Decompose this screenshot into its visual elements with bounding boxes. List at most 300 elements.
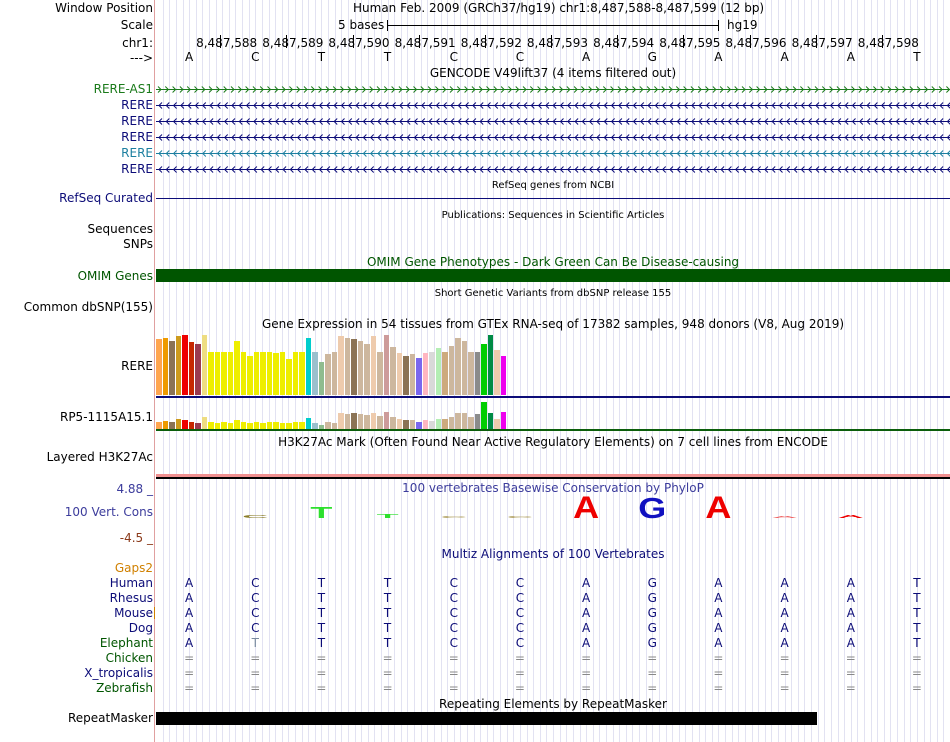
alignment-base: = [514,666,525,680]
base-letter: A [184,50,194,64]
alignment-base: C [515,621,525,635]
gtex-bar[interactable] [228,352,234,395]
alignment-base: T [383,636,392,650]
grid-line [553,0,554,742]
gtex-bar[interactable] [163,338,169,395]
grid-line [613,0,614,742]
alignment-base: A [184,576,194,590]
gtex-bar[interactable] [208,352,214,395]
alignment-base: A [184,636,194,650]
species-label-mouse[interactable]: Mouse [114,606,153,620]
grid-line [818,0,819,742]
gtex-bar[interactable] [215,352,221,395]
alignment-base: T [913,591,921,605]
base-letter: T [383,50,392,64]
gtex-bar[interactable] [390,417,396,429]
gtex-bar[interactable] [169,422,175,430]
gtex-bar[interactable] [494,350,500,395]
alignment-base: = [250,651,261,665]
alignment-base: T [913,621,921,635]
gtex-bar[interactable] [332,352,338,395]
omim-label[interactable]: OMIM Genes [77,269,153,283]
grid-line [672,0,673,742]
grid-line [560,0,561,742]
gtex-bar[interactable] [293,352,299,395]
grid-line [838,0,839,742]
alignment-base: = [382,681,393,695]
refseq-label[interactable]: RefSeq Curated [59,191,153,205]
alignment-base: = [713,651,724,665]
species-label-rhesus[interactable]: Rhesus [109,591,153,605]
gtex-title: Gene Expression in 54 tissues from GTEx RNA-seq of 17382 samples, 948 donors (V8, Aug 2019) [261,317,845,331]
alignment-base: = [845,681,856,695]
alignment-base: = [316,681,327,695]
alignment-base: A [780,606,789,620]
alignment-base: = [647,651,658,665]
alignment-base: = [647,666,658,680]
gtex-bar[interactable] [501,412,507,429]
alignment-base: T [913,636,921,650]
gaps-label[interactable]: Gaps2 [114,561,153,575]
alignment-base: T [317,621,326,635]
window-position-label: Window Position [55,1,153,15]
alignment-base: C [515,606,525,620]
grid-line [566,0,567,742]
gencode-label-rere-as1[interactable]: RERE-AS1 [93,82,153,96]
ruler-position-label: 8,487,598 [857,36,919,50]
alignment-base: T [383,576,392,590]
grid-line [666,0,667,742]
alignment-base: = [911,651,922,665]
grid-line [606,0,607,742]
alignment-base: A [714,606,723,620]
ruler-position-label: 8,487,593 [526,36,588,50]
dbsnp-title: Short Genetic Variants from dbSNP release 155 [434,288,672,299]
gtex-bar[interactable] [488,413,494,430]
alignment-base: = [581,651,592,665]
gtex-bar[interactable] [429,421,435,429]
base-letter: A [846,50,855,64]
alignment-base: = [250,681,261,695]
ruler-position-label: 8,487,592 [460,36,522,50]
alignment-base: = [448,651,459,665]
gencode-transcript-line[interactable] [156,101,950,110]
gtex-bar[interactable] [319,362,325,395]
grid-line [533,0,534,742]
gtex-bar[interactable] [241,352,247,395]
gtex-bar[interactable] [436,348,442,395]
grid-line [639,0,640,742]
cons-title: 100 vertebrates Basewise Conservation by PhyloP [402,481,704,495]
gtex-bar[interactable] [156,339,162,395]
gtex-bar[interactable] [241,422,247,429]
gtex-bar[interactable] [345,414,351,429]
gtex-bar[interactable] [273,353,279,395]
grid-line [937,0,938,742]
alignment-base: = [448,681,459,695]
gencode-title: GENCODE V49lift37 (4 items filtered out) [429,66,677,80]
alignment-base: T [383,591,392,605]
gtex-bar[interactable] [475,414,481,429]
alignment-base: C [251,606,260,620]
grid-line [904,0,905,742]
alignment-base: A [714,621,723,635]
gtex-bar[interactable] [364,344,370,395]
alignment-base: A [581,621,591,635]
grid-line [804,0,805,742]
gtex-bar[interactable] [416,358,422,395]
gencode-transcript-line[interactable] [156,149,950,158]
alignment-base: A [780,591,789,605]
grid-line [758,0,759,742]
gtex-bar[interactable] [189,342,195,395]
species-label-x_tropicalis[interactable]: X_tropicalis [84,666,153,680]
repeatmasker-label[interactable]: RepeatMasker [67,711,153,725]
gencode-transcript-line[interactable] [156,85,950,94]
alignment-base: = [514,651,525,665]
alignment-base: = [779,651,790,665]
gtex-bar[interactable] [293,422,299,429]
gtex-bar[interactable] [364,415,370,429]
alignment-base: T [251,636,259,650]
scale-label: Scale [120,18,153,32]
alignment-base: C [515,636,525,650]
gencode-label-rere[interactable]: RERE [121,146,153,160]
gtex-bar[interactable] [423,353,429,395]
alignment-base: = [184,681,195,695]
ruler-position-label: 8,487,597 [791,36,853,50]
grid-line [890,0,891,742]
cons-glyph: T [376,513,399,520]
alignment-base: A [184,591,194,605]
grid-line [884,0,885,742]
alignment-base: C [515,591,525,605]
gtex-bar[interactable] [371,336,377,395]
grid-line [685,0,686,742]
cons-ymax: 4.88 _ [116,482,153,496]
gtex-bar[interactable] [195,344,201,395]
alignment-base: C [515,576,525,590]
gtex-bar[interactable] [202,335,208,395]
alignment-base: T [913,576,921,590]
gtex-bar[interactable] [384,412,390,429]
gtex-bar[interactable] [371,413,377,430]
gtex-baseline-1 [156,396,950,398]
gtex-bar[interactable] [234,420,240,429]
gtex-bar[interactable] [208,422,214,429]
gtex-bar[interactable] [494,419,500,430]
snps-label[interactable]: SNPs [123,237,153,251]
gtex-bar[interactable] [429,352,435,395]
repeatmasker-title: Repeating Elements by RepeatMasker [439,697,667,711]
grid-line [619,0,620,742]
alignment-base: = [250,666,261,680]
ruler-position-label: 8,487,596 [725,36,787,50]
grid-line [692,0,693,742]
refseq-line[interactable] [156,198,950,199]
alignment-base: = [911,681,922,695]
gtex-bar[interactable] [182,335,188,395]
gtex-bar[interactable] [462,341,468,395]
assembly-position-text[interactable]: Human Feb. 2009 (GRCh37/hg19) chr1:8,487,588-8,487,599 (12 bp) [353,1,765,15]
grid-line [831,0,832,742]
alignment-base: G [647,591,657,605]
grid-line [877,0,878,742]
species-label-elephant[interactable]: Elephant [99,636,153,650]
gtex-bar[interactable] [442,352,448,395]
base-letter: T [317,50,326,64]
omim-feature-bar[interactable] [156,269,950,282]
h3k27ac-baseline [156,477,950,479]
gtex-bar[interactable] [234,341,240,395]
alignment-base: T [383,621,392,635]
base-letter: A [714,50,723,64]
gtex-bar[interactable] [410,420,416,429]
grid-line [930,0,931,742]
gtex-bar[interactable] [481,344,487,395]
gencode-transcript-line[interactable] [156,117,950,126]
gtex-bar[interactable] [416,422,422,430]
alignment-base: T [317,636,326,650]
scale-bar [387,25,718,26]
alignment-base: C [251,576,260,590]
grid-line [943,0,944,742]
gencode-label-rere[interactable]: RERE [121,98,153,112]
gtex-bar[interactable] [358,414,364,429]
gtex-bar[interactable] [410,354,416,395]
gtex-bar[interactable] [397,353,403,395]
cons-glyph: A [705,491,732,526]
gtex-bar[interactable] [442,419,448,430]
scale-text: 5 bases [338,18,385,32]
gtex-bar[interactable] [325,422,331,429]
alignment-base: A [714,591,723,605]
gtex-bar[interactable] [455,413,461,430]
sequences-label[interactable]: Sequences [87,222,153,236]
gtex-bar[interactable] [247,356,253,395]
grid-line [897,0,898,742]
alignment-base: C [449,621,458,635]
gtex-bar[interactable] [325,354,331,395]
grid-line [824,0,825,742]
grid-line [738,0,739,742]
alignment-base: A [780,576,789,590]
alignment-base: = [382,651,393,665]
grid-line [546,0,547,742]
alignment-base: A [581,591,591,605]
grid-line [540,0,541,742]
base-letter: G [647,50,657,64]
gtex-bar[interactable] [390,347,396,395]
gtex-bar[interactable] [306,338,312,395]
publications-title: Publications: Sequences in Scientific Articles [441,210,665,221]
gtex-bar[interactable] [156,422,162,430]
alignment-base: A [581,606,591,620]
grid-line [871,0,872,742]
gtex-bar[interactable] [488,335,494,395]
alignment-base: = [448,666,459,680]
gtex-bar[interactable] [280,352,286,395]
alignment-base: = [581,666,592,680]
alignment-base: T [317,576,326,590]
ruler-position-label: 8,487,591 [394,36,456,50]
dbsnp-label[interactable]: Common dbSNP(155) [23,300,153,314]
gtex-bar[interactable] [189,422,195,429]
gtex-bar[interactable] [384,335,390,395]
grid-line [771,0,772,742]
gtex-bar[interactable] [254,422,260,430]
alignment-base: = [779,666,790,680]
gtex-bar[interactable] [299,352,305,395]
repeatmasker-bar[interactable] [156,712,817,725]
refseq-title: RefSeq genes from NCBI [491,180,615,191]
gtex-bar[interactable] [267,352,273,395]
grid-line [732,0,733,742]
grid-line [573,0,574,742]
gtex-bar[interactable] [202,417,208,429]
alignment-base: A [846,621,855,635]
gtex-bar[interactable] [338,413,344,430]
gtex-bar[interactable] [403,356,409,395]
gtex-bar[interactable] [176,336,182,395]
gtex-bar[interactable] [358,341,364,395]
gtex-bar[interactable] [377,352,383,395]
gtex-bar[interactable] [397,419,403,430]
gencode-label-rere[interactable]: RERE [121,114,153,128]
gtex-bar[interactable] [501,356,507,395]
grid-line [679,0,680,742]
gtex-bar[interactable] [169,341,175,395]
cons-ymin: -4.5 _ [119,531,153,545]
grid-line [599,0,600,742]
alignment-base: A [780,636,789,650]
gtex-bar[interactable] [481,402,487,429]
gtex-label-rere[interactable]: RERE [121,359,153,373]
grid-line [745,0,746,742]
gtex-bar[interactable] [423,420,429,429]
species-label-dog[interactable]: Dog [128,621,153,635]
gtex-bar[interactable] [312,352,318,395]
gtex-bar[interactable] [273,422,279,430]
chrom-label: chr1: [122,36,153,50]
gtex-bar[interactable] [306,418,312,429]
cons-glyph: A [771,515,798,519]
alignment-base: = [382,666,393,680]
ruler-position-label: 8,487,588 [196,36,258,50]
species-label-zebrafish[interactable]: Zebrafish [96,681,153,695]
alignment-base: G [647,606,657,620]
alignment-base: G [647,636,657,650]
gtex-bar[interactable] [377,416,383,430]
gtex-bar[interactable] [267,422,273,429]
cons-glyph: G [638,491,667,525]
gtex-bar[interactable] [351,413,357,430]
gtex-label-rp5[interactable]: RP5-1115A15.1 [59,410,153,424]
gtex-bar[interactable] [462,413,468,430]
gtex-bar[interactable] [351,339,357,395]
ruler-position-label: 8,487,589 [262,36,324,50]
alignment-base: A [184,621,194,635]
alignment-base: = [845,666,856,680]
alignment-base: A [846,591,855,605]
alignment-base: = [779,681,790,695]
grid-line [765,0,766,742]
alignment-base: = [581,681,592,695]
mouse-marker [154,607,155,619]
gtex-bar[interactable] [338,336,344,395]
cons-logo[interactable] [0,490,950,535]
alignment-base: T [383,606,392,620]
alignment-base: = [514,681,525,695]
cons-glyph: C [242,513,269,520]
gtex-bar[interactable] [403,420,409,429]
gtex-bar[interactable] [436,419,442,429]
omim-title: OMIM Gene Phenotypes - Dark Green Can Be Disease-causing [366,255,740,269]
gtex-bar[interactable] [260,352,266,395]
grid-line [798,0,799,742]
gencode-transcript-line[interactable] [156,165,950,174]
h3k27ac-label[interactable]: Layered H3K27Ac [46,450,153,464]
gtex-bar[interactable] [455,338,461,395]
gencode-label-rere[interactable]: RERE [121,162,153,176]
alignment-base: = [911,666,922,680]
scale-bar-left-tick [387,20,388,31]
gtex-bar[interactable] [468,352,474,395]
ruler-position-label: 8,487,595 [659,36,721,50]
cons-label[interactable]: 100 Vert. Cons [64,505,153,519]
alignment-base: C [251,591,260,605]
gtex-bar[interactable] [286,359,292,395]
alignment-base: = [184,666,195,680]
gtex-bar[interactable] [176,419,182,430]
gtex-bar[interactable] [449,417,455,429]
cons-glyph: A [573,491,600,526]
alignment-base: T [317,606,326,620]
track-divider [154,0,155,742]
alignment-base: C [449,606,458,620]
gtex-bar[interactable] [254,352,260,395]
alignment-base: A [714,576,723,590]
gtex-bar[interactable] [221,352,227,395]
cons-glyph: T [310,504,333,522]
gtex-bar[interactable] [182,420,188,429]
species-label-human[interactable]: Human [109,576,153,590]
alignment-base: = [713,666,724,680]
alignment-base: A [780,621,789,635]
gtex-bar[interactable] [221,422,227,429]
alignment-base: T [913,606,921,620]
gtex-bar[interactable] [475,352,481,395]
gencode-transcript-line[interactable] [156,133,950,142]
base-letter: T [913,50,921,64]
gtex-bar[interactable] [345,338,351,395]
alignment-base: A [184,606,194,620]
alignment-base: A [846,636,855,650]
gencode-label-rere[interactable]: RERE [121,130,153,144]
cons-glyph: A [837,513,864,520]
base-letter: A [581,50,591,64]
gtex-bar[interactable] [299,422,305,429]
alignment-base: A [581,636,591,650]
gtex-bar[interactable] [163,421,169,429]
gtex-bar[interactable] [468,417,474,429]
species-label-chicken[interactable]: Chicken [105,651,153,665]
gtex-bar[interactable] [449,346,455,395]
alignment-base: = [316,666,327,680]
alignment-base: C [449,636,458,650]
grid-line [507,0,508,742]
alignment-base: A [846,606,855,620]
